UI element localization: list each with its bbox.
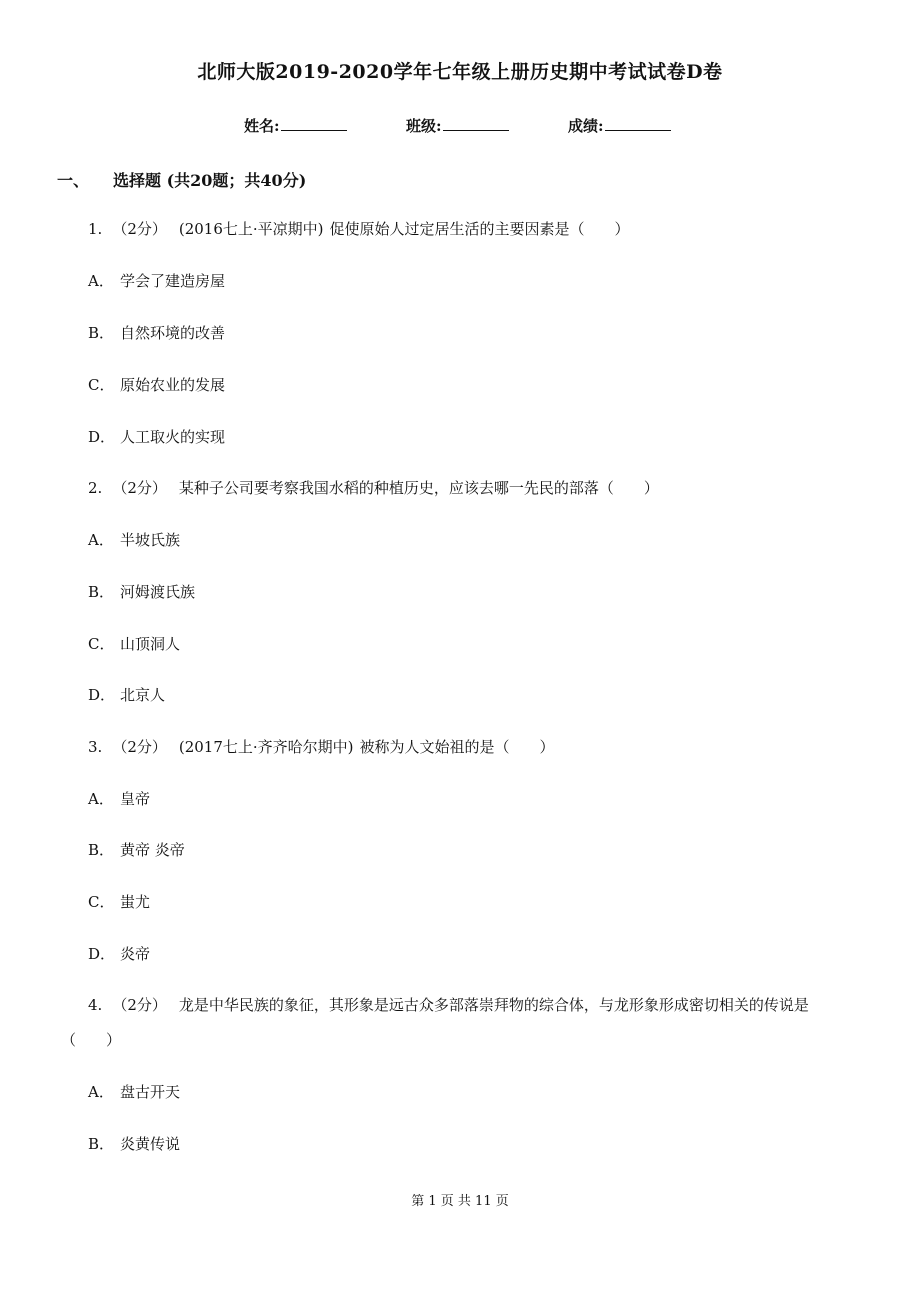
class-label: 班级:	[406, 117, 442, 135]
section-title: 选择题 (共20题；共40分)	[113, 171, 307, 190]
q2-option-a[interactable]	[88, 530, 180, 550]
question-source: (2016七上·平凉期中)	[178, 220, 324, 238]
question-3	[88, 737, 555, 757]
exam-title: 北师大版2019-2020学年七年级上册历史期中考试试卷D卷	[197, 61, 723, 83]
score-blank[interactable]	[605, 116, 671, 131]
option-letter: A．	[88, 272, 114, 290]
q4-option-a[interactable]	[88, 1082, 180, 1102]
option-text: 半坡氏族	[120, 531, 181, 549]
section-number: 一、	[57, 171, 90, 190]
name-label: 姓名:	[244, 117, 280, 135]
question-stem: 某种子公司要考察我国水稻的种植历史，应该去哪一先民的部落（ ）	[178, 479, 659, 497]
option-letter: A．	[88, 790, 114, 808]
question-stem: 促使原始人过定居生活的主要因素是（ ）	[329, 220, 630, 238]
question-points: （2分）	[112, 220, 167, 238]
option-letter: B．	[88, 1135, 115, 1153]
option-text: 人工取火的实现	[120, 428, 226, 446]
option-text: 炎黄传说	[120, 1135, 181, 1153]
option-text: 皇帝	[120, 790, 151, 808]
question-number: 4.	[88, 996, 103, 1014]
q1-option-b[interactable]	[88, 323, 225, 343]
option-letter: D．	[88, 428, 116, 446]
option-text: 河姆渡氏族	[120, 583, 196, 601]
option-text: 盘古开天	[120, 1083, 181, 1101]
option-letter: A．	[88, 1083, 114, 1101]
question-4	[88, 995, 809, 1015]
question-2	[88, 478, 659, 498]
option-letter: D．	[88, 945, 116, 963]
option-text: 原始农业的发展	[120, 376, 226, 394]
score-label: 成绩:	[568, 117, 604, 135]
option-letter: D．	[88, 686, 116, 704]
question-4-continuation: （ ）	[61, 1031, 122, 1049]
question-stem: 被称为人文始祖的是（ ）	[359, 738, 555, 756]
option-text: 黄帝 炎帝	[120, 841, 185, 859]
q1-option-d[interactable]	[88, 427, 225, 447]
section-heading	[57, 168, 306, 191]
page-footer: 第 1 页 共 11 页	[411, 1194, 509, 1209]
q3-option-c[interactable]	[88, 892, 150, 912]
name-blank[interactable]	[281, 116, 347, 131]
question-number: 1.	[88, 220, 103, 238]
q4-option-b[interactable]	[88, 1134, 180, 1154]
q3-option-b[interactable]	[88, 840, 185, 860]
q2-option-c[interactable]	[88, 634, 180, 654]
option-text: 蚩尤	[120, 893, 151, 911]
question-points: （2分）	[112, 996, 167, 1014]
option-letter: C．	[88, 893, 115, 911]
question-number: 2.	[88, 479, 103, 497]
option-letter: A．	[88, 531, 114, 549]
option-letter: B．	[88, 841, 115, 859]
option-text: 学会了建造房屋	[120, 272, 226, 290]
score-field[interactable]	[568, 115, 671, 136]
class-blank[interactable]	[443, 116, 509, 131]
option-letter: C．	[88, 376, 115, 394]
option-letter: B．	[88, 583, 115, 601]
question-source: (2017七上·齐齐哈尔期中)	[178, 738, 354, 756]
question-1	[88, 219, 630, 239]
question-points: （2分）	[112, 738, 167, 756]
name-field[interactable]	[244, 115, 347, 136]
option-letter: B．	[88, 324, 115, 342]
class-field[interactable]	[406, 115, 509, 136]
q1-option-a[interactable]	[88, 271, 225, 291]
option-letter: C．	[88, 635, 115, 653]
question-stem: 龙是中华民族的象征，其形象是远古众多部落崇拜物的综合体，与龙形象形成密切相关的传说是	[178, 996, 809, 1014]
option-text: 山顶洞人	[120, 635, 181, 653]
option-text: 自然环境的改善	[120, 324, 226, 342]
option-text: 北京人	[120, 686, 166, 704]
question-points: （2分）	[112, 479, 167, 497]
q2-option-d[interactable]	[88, 685, 165, 705]
q1-option-c[interactable]	[88, 375, 225, 395]
q3-option-a[interactable]	[88, 789, 150, 809]
question-number: 3.	[88, 738, 103, 756]
option-text: 炎帝	[120, 945, 151, 963]
q2-option-b[interactable]	[88, 582, 195, 602]
q3-option-d[interactable]	[88, 944, 150, 964]
